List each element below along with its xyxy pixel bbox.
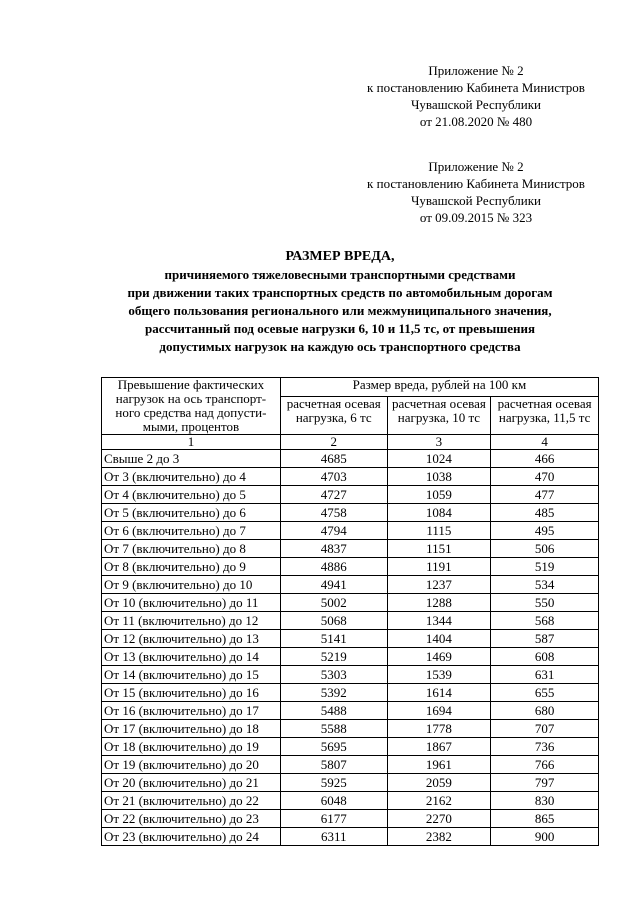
row-overload-range: От 14 (включительно) до 15 [102,666,281,684]
row-value-axle-10: 1059 [387,486,491,504]
table-row [102,666,599,684]
row-value-axle-6: 5588 [280,720,387,738]
title-line: допустимых нагрузок на каждую ось транспортного средства [159,339,521,354]
row-value-axle-6: 5695 [280,738,387,756]
table-row [102,612,599,630]
row-value-axle-6: 4703 [280,468,387,486]
row-value-axle-11-5: 797 [491,774,599,792]
row-value-axle-11-5: 680 [491,702,599,720]
table-row [102,540,599,558]
row-value-axle-11-5: 900 [491,828,599,846]
row-value-axle-6: 4886 [280,558,387,576]
row-value-axle-6: 5925 [280,774,387,792]
title-line: общего пользования регионального или межмуниципального значения, [128,303,552,318]
row-overload-range: От 19 (включительно) до 20 [102,756,281,774]
row-value-axle-6: 5141 [280,630,387,648]
appendix-header-original [356,158,596,226]
table-row [102,756,599,774]
appendix-republic: Чувашской Республики [410,97,542,112]
row-value-axle-6: 6048 [280,792,387,810]
table-row [102,594,599,612]
row-overload-range: От 11 (включительно) до 12 [102,612,281,630]
title-main: РАЗМЕР ВРЕДА, [285,249,395,264]
row-value-axle-10: 1539 [387,666,491,684]
row-value-axle-6: 5488 [280,702,387,720]
row-overload-range: От 5 (включительно) до 6 [102,504,281,522]
table-row [102,720,599,738]
appendix-resolution: к постановлению Кабинета Министров [367,176,585,191]
row-overload-range: От 17 (включительно) до 18 [102,720,281,738]
row-value-axle-6: 4685 [280,450,387,468]
table-row [102,504,599,522]
row-value-axle-6: 6311 [280,828,387,846]
header-axle-6: расчетная осевая нагрузка, 6 тс [280,397,387,435]
row-value-axle-11-5: 495 [491,522,599,540]
row-value-axle-10: 1288 [387,594,491,612]
row-value-axle-10: 1084 [387,504,491,522]
row-value-axle-10: 1038 [387,468,491,486]
row-value-axle-11-5: 655 [491,684,599,702]
row-value-axle-6: 4837 [280,540,387,558]
row-value-axle-11-5: 830 [491,792,599,810]
appendix-resolution: к постановлению Кабинета Министров [367,80,585,95]
row-value-axle-11-5: 519 [491,558,599,576]
row-value-axle-6: 4727 [280,486,387,504]
row-value-axle-11-5: 466 [491,450,599,468]
row-value-axle-6: 5392 [280,684,387,702]
row-value-axle-6: 5807 [280,756,387,774]
row-value-axle-11-5: 506 [491,540,599,558]
table-row [102,702,599,720]
appendix-date-number: от 21.08.2020 № 480 [419,114,533,129]
row-overload-range: От 12 (включительно) до 13 [102,630,281,648]
row-overload-range: От 18 (включительно) до 19 [102,738,281,756]
row-value-axle-10: 1115 [387,522,491,540]
row-value-axle-10: 1961 [387,756,491,774]
table-row [102,468,599,486]
appendix-label: Приложение № 2 [428,63,524,78]
row-value-axle-10: 2162 [387,792,491,810]
row-value-axle-10: 2270 [387,810,491,828]
table-row [102,684,599,702]
table-row [102,738,599,756]
row-value-axle-11-5: 470 [491,468,599,486]
row-overload-range: От 10 (включительно) до 11 [102,594,281,612]
row-overload-range: От 15 (включительно) до 16 [102,684,281,702]
row-value-axle-10: 1024 [387,450,491,468]
row-value-axle-6: 4794 [280,522,387,540]
row-value-axle-10: 1344 [387,612,491,630]
row-overload-range: От 7 (включительно) до 8 [102,540,281,558]
row-value-axle-11-5: 587 [491,630,599,648]
header-harm-size: Размер вреда, рублей на 100 км [280,378,598,397]
row-value-axle-6: 4758 [280,504,387,522]
appendix-date-number: от 09.09.2015 № 323 [419,210,533,225]
table-row [102,828,599,846]
row-value-axle-6: 6177 [280,810,387,828]
row-value-axle-6: 5002 [280,594,387,612]
row-value-axle-10: 1469 [387,648,491,666]
header-axle-10: расчетная осевая нагрузка, 10 тс [387,397,491,435]
row-value-axle-10: 2382 [387,828,491,846]
table-row [102,774,599,792]
header-overload: Превышение фактических нагрузок на ось транспорт-ного средства над допусти-мыми, процентов [102,378,281,435]
row-value-axle-10: 1151 [387,540,491,558]
title-line: причиняемого тяжеловесными транспортными средствами [164,267,516,282]
row-value-axle-11-5: 550 [491,594,599,612]
row-value-axle-10: 1404 [387,630,491,648]
header-axle-11-5: расчетная осевая нагрузка, 11,5 тс [491,397,599,435]
row-value-axle-10: 1694 [387,702,491,720]
row-value-axle-10: 1237 [387,576,491,594]
row-value-axle-6: 5303 [280,666,387,684]
row-value-axle-6: 5219 [280,648,387,666]
appendix-republic: Чувашской Республики [410,193,542,208]
row-value-axle-6: 4941 [280,576,387,594]
row-overload-range: От 23 (включительно) до 24 [102,828,281,846]
row-value-axle-11-5: 766 [491,756,599,774]
row-overload-range: От 6 (включительно) до 7 [102,522,281,540]
row-value-axle-11-5: 608 [491,648,599,666]
row-overload-range: От 13 (включительно) до 14 [102,648,281,666]
title-line: рассчитанный под осевые нагрузки 6, 10 и 11,5 тс, от превышения [145,321,535,336]
column-number: 3 [387,435,491,450]
row-overload-range: От 20 (включительно) до 21 [102,774,281,792]
row-overload-range: От 9 (включительно) до 10 [102,576,281,594]
table-row [102,792,599,810]
row-value-axle-11-5: 865 [491,810,599,828]
table-row [102,486,599,504]
row-value-axle-11-5: 736 [491,738,599,756]
row-value-axle-11-5: 568 [491,612,599,630]
table-row [102,630,599,648]
row-overload-range: От 21 (включительно) до 22 [102,792,281,810]
row-value-axle-10: 1191 [387,558,491,576]
table-body [102,450,599,846]
table-row [102,522,599,540]
row-value-axle-11-5: 631 [491,666,599,684]
row-value-axle-6: 5068 [280,612,387,630]
row-overload-range: От 22 (включительно) до 23 [102,810,281,828]
appendix-label: Приложение № 2 [428,159,524,174]
row-value-axle-10: 1614 [387,684,491,702]
row-value-axle-10: 2059 [387,774,491,792]
table-row [102,648,599,666]
row-overload-range: От 4 (включительно) до 5 [102,486,281,504]
appendix-header-current [356,62,596,130]
row-value-axle-10: 1867 [387,738,491,756]
column-number: 4 [491,435,599,450]
title-line: при движении таких транспортных средств по автомобильным дорогам [127,285,553,300]
table-row [102,576,599,594]
column-number: 1 [102,435,281,450]
harm-table [101,377,599,846]
row-value-axle-11-5: 707 [491,720,599,738]
document-title [80,248,600,356]
row-overload-range: От 3 (включительно) до 4 [102,468,281,486]
table-row [102,558,599,576]
row-value-axle-11-5: 534 [491,576,599,594]
table-row [102,810,599,828]
row-value-axle-10: 1778 [387,720,491,738]
table-row [102,450,599,468]
row-overload-range: Свыше 2 до 3 [102,450,281,468]
row-overload-range: От 8 (включительно) до 9 [102,558,281,576]
row-value-axle-11-5: 485 [491,504,599,522]
column-number: 2 [280,435,387,450]
row-overload-range: От 16 (включительно) до 17 [102,702,281,720]
row-value-axle-11-5: 477 [491,486,599,504]
